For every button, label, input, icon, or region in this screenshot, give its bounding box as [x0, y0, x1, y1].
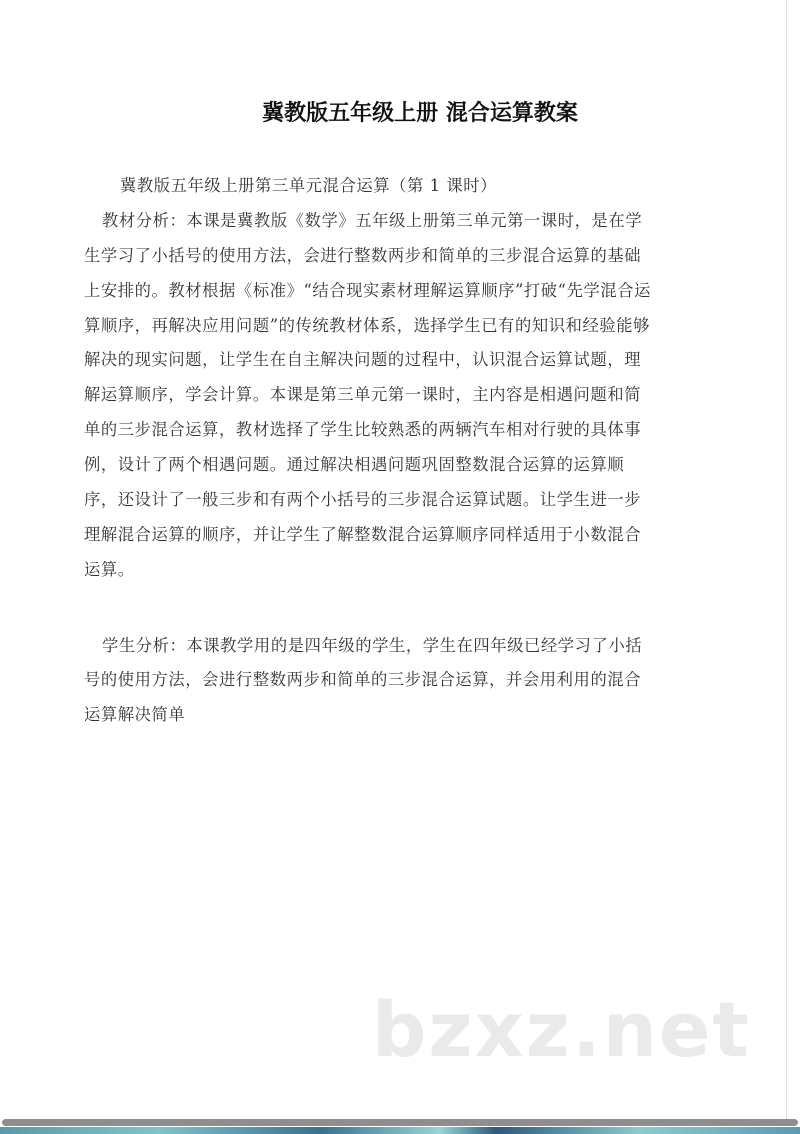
background-strip — [0, 1127, 800, 1134]
paragraph-line: 算顺序，再解决应用问题”的传统教材体系，选择学生已有的知识和经验能够 — [84, 316, 651, 335]
paragraph-line: 运算。 — [84, 560, 135, 579]
paragraph-line: 生学习了小括号的使用方法，会进行整数两步和简单的三步混合运算的基础 — [84, 246, 642, 265]
paragraph-line: 理解混合运算的顺序，并让学生了解整数混合运算顺序同样适用于小数混合 — [84, 525, 642, 544]
paragraph-line: 号的使用方法，会进行整数两步和简单的三步混合运算，并会用利用的混合 — [84, 670, 642, 689]
paragraph-line: 上安排的。教材根据《标准》“结合现实素材理解运算顺序”打破“先学混合运 — [84, 281, 651, 300]
paragraph-line: 教材分析：本课是冀教版《数学》五年级上册第三单元第一课时，是在学 — [102, 211, 643, 230]
paragraph-line: 解运算顺序，学会计算。本课是第三单元第一课时，主内容是相遇问题和简 — [84, 385, 642, 404]
paragraph-line: 解决的现实问题，让学生在自主解决问题的过程中，认识混合运算试题，理 — [84, 350, 642, 369]
watermark: bzxz.net — [372, 985, 751, 1074]
paragraph-line: 单的三步混合运算，教材选择了学生比较熟悉的两辆汽车相对行驶的具体事 — [84, 420, 642, 439]
paragraph-line: 运算解决简单 — [84, 705, 186, 724]
subtitle-line: 冀教版五年级上册第三单元混合运算（第 1 课时） — [120, 176, 498, 195]
paragraph-line: 序，还设计了一般三步和有两个小括号的三步混合运算试题。让学生进一步 — [84, 490, 642, 509]
paragraph-line: 学生分析：本课教学用的是四年级的学生，学生在四年级已经学习了小括 — [102, 636, 643, 655]
horizontal-scrollbar[interactable] — [2, 1119, 798, 1126]
page-title: 冀教版五年级上册 混合运算教案 — [262, 101, 578, 126]
paragraph-line: 例，设计了两个相遇问题。通过解决相遇问题巩固整数混合运算的运算顺 — [84, 455, 625, 474]
